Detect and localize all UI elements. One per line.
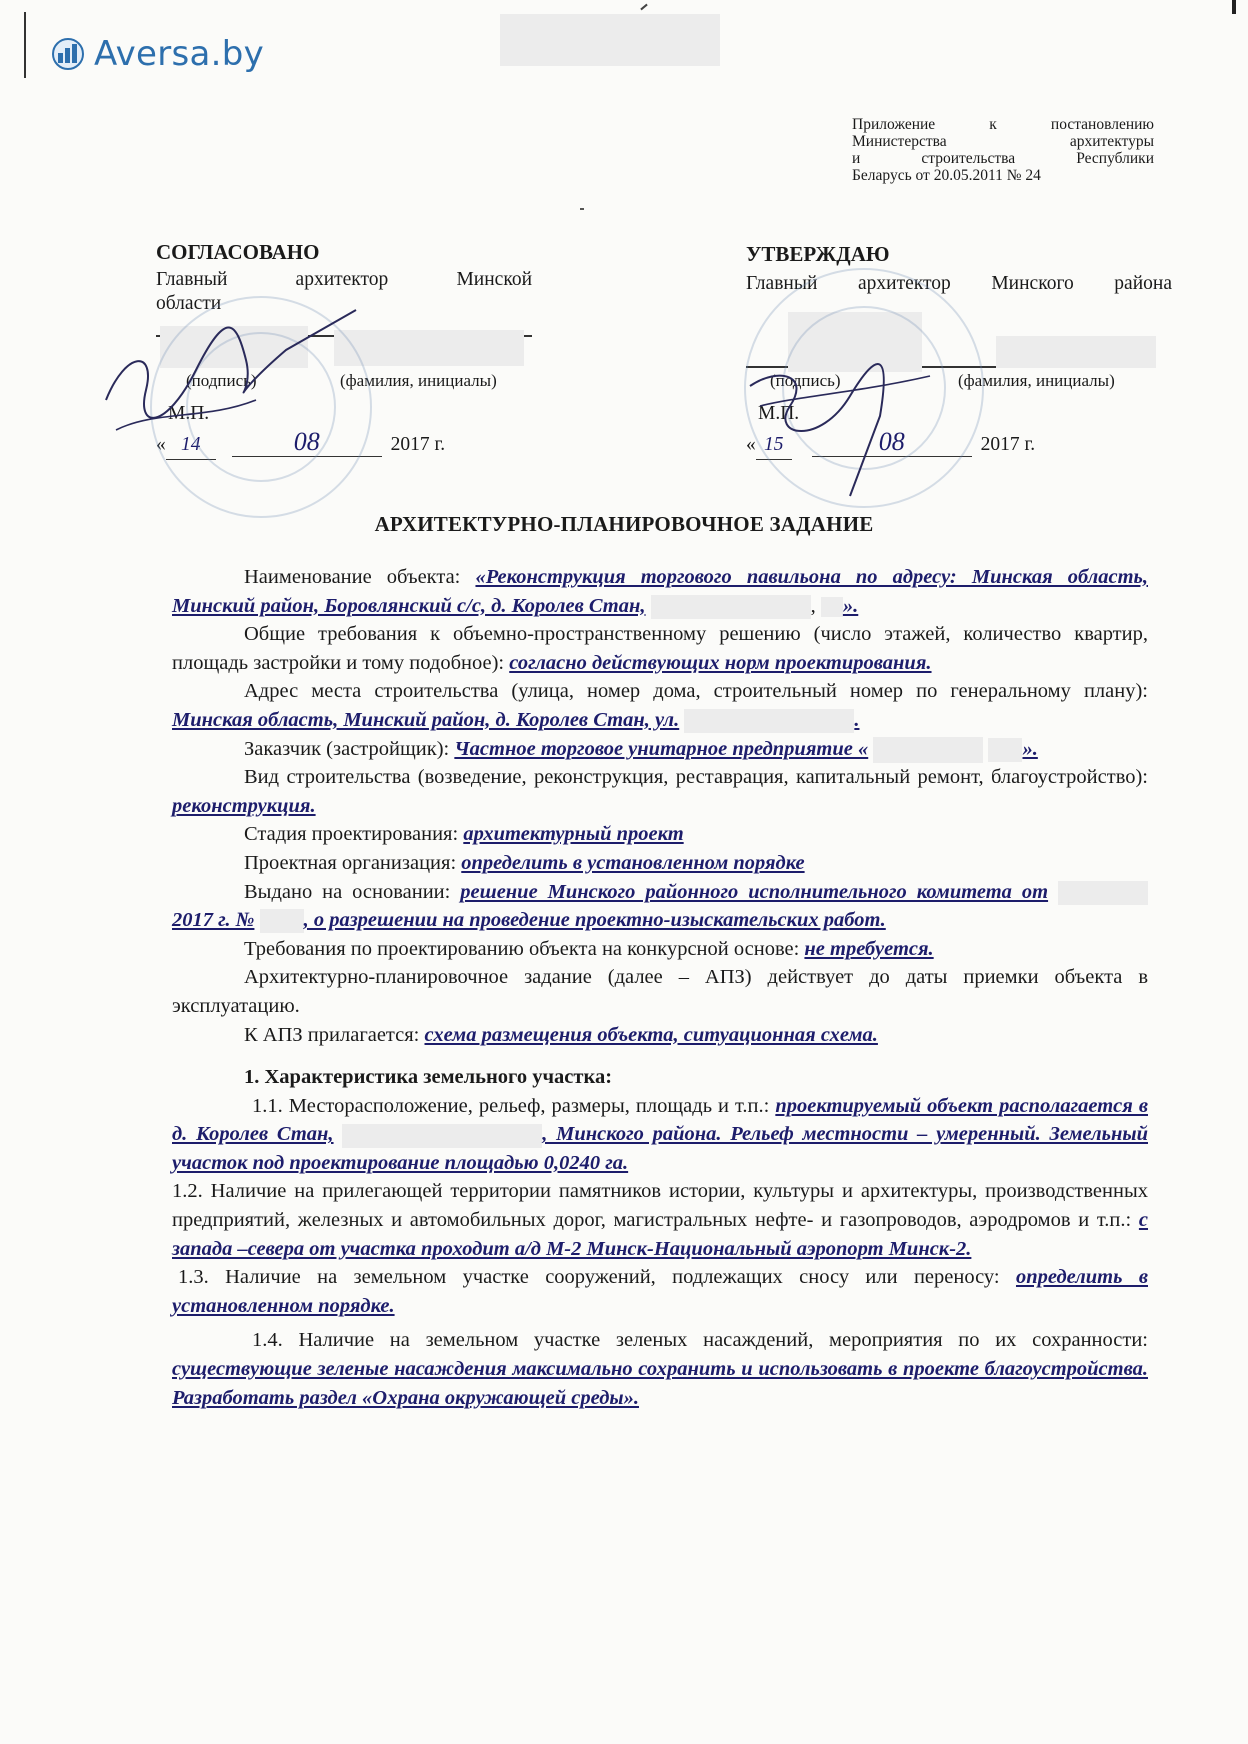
field-construction-type-label: Вид строительства (возведение, реконструкция, реставрация, капитальный ремонт, благоустройство): <box>244 766 1148 789</box>
field-object-value-end: ». <box>842 594 859 617</box>
redacted-inline <box>988 738 1022 762</box>
header-note-line: Приложение к постановлению <box>852 116 1154 133</box>
approval-right-seal: М.П. <box>758 403 800 424</box>
date-quote: « <box>746 434 756 455</box>
approval-right-caption-signature: (подпись) <box>770 371 841 390</box>
section1-item4 <box>172 1326 1148 1412</box>
approval-right-role: Главный архитектор Минского района <box>746 273 1172 294</box>
header-note <box>852 116 1154 184</box>
redacted-inline <box>342 1124 542 1148</box>
document-title: АРХИТЕКТУРНО-ПЛАНИРОВОЧНОЕ ЗАДАНИЕ <box>374 512 874 536</box>
field-basis-value-3: , о разрешении на проведение проектно-изыскательских работ. <box>303 909 886 932</box>
redacted-inline <box>821 597 843 617</box>
field-attachments <box>172 1021 1148 1050</box>
section1-item1 <box>172 1092 1148 1178</box>
signature-right-ink <box>730 296 990 516</box>
section1-item4-value: существующие зеленые насаждения максимально сохранить и использовать в проекте благоустройства. Разработать раздел «Охрана окружающей среды». <box>172 1358 1148 1409</box>
date-year: 2017 г. <box>390 434 446 455</box>
field-basis-value-2: 2017 г. № <box>172 909 255 932</box>
header-note-line: и строительства Республики <box>852 150 1154 167</box>
field-object-label: Наименование объекта: <box>244 566 461 588</box>
approval-left-seal: М.П. <box>168 403 210 424</box>
logo-icon <box>48 38 88 70</box>
redacted-inline <box>873 737 983 763</box>
field-attach-value: схема размещения объекта, ситуационная схема. <box>424 1023 878 1046</box>
field-stage-label: Стадия проектирования: <box>244 823 459 846</box>
header-note-line: Министерства архитектуры <box>852 133 1154 150</box>
redacted-inline <box>651 595 811 619</box>
scan-margin-line <box>24 12 26 78</box>
field-stage <box>172 820 1148 849</box>
field-address-end: . <box>854 708 860 731</box>
field-org-value: определить в установленном порядке <box>461 851 805 874</box>
redacted-inline <box>260 909 304 933</box>
section1-item4-label: 1.4. Наличие на земельном участке зеленых насаждений, мероприятия по их сохранности: <box>252 1329 1148 1352</box>
field-requirements <box>172 620 1148 677</box>
section1-item3 <box>172 1263 1148 1320</box>
field-basis <box>172 878 1148 935</box>
field-basis-value-1: решение Минского районного исполнительного комитета от <box>460 880 1049 903</box>
aversa-logo <box>48 34 264 74</box>
section1-item3-label: 1.3. Наличие на земельном участке сооружений, подлежащих сносу или переносу: <box>178 1266 1000 1289</box>
approval-left-caption-signature: (подпись) <box>186 371 257 390</box>
section1-item1-label: 1.1. Месторасположение, рельеф, размеры, площадь и т.п.: <box>252 1094 770 1117</box>
approval-right-heading: УТВЕРЖДАЮ <box>746 242 890 266</box>
redacted-inline <box>1058 881 1148 905</box>
field-contest <box>172 935 1148 964</box>
field-object-value: «Реконструкция торгового павильона по адресу: Минская область, Минский район, Боровлянский с/с, д. Королев Стан, <box>172 566 1149 617</box>
approval-right-caption-name: (фамилия, инициалы) <box>958 371 1115 390</box>
date-month: 08 <box>232 428 382 457</box>
scan-mark <box>1232 0 1236 14</box>
field-address <box>172 677 1148 734</box>
date-day: 14 <box>166 431 216 460</box>
signature-left-ink <box>96 290 396 460</box>
field-customer-end: ». <box>1022 737 1038 760</box>
field-construction-type <box>172 763 1148 820</box>
approval-left-role-line1: Главный архитектор Минской <box>156 269 532 290</box>
field-attach-label: К АПЗ прилагается: <box>244 1023 420 1046</box>
section1-item1-value-b: , Минского района. Рельеф местности – умеренный. Земельный участок под проектирование площадью 0,0240 га. <box>172 1123 1148 1174</box>
field-validity: Архитектурно-планировочное задание (далее – АПЗ) действует до даты приемки объекта в эксплуатацию. <box>172 966 1148 1017</box>
date-month: 08 <box>812 428 972 457</box>
section1-item1-value-a: проектируемый объект располагается в д. Королев Стан, <box>172 1094 1148 1146</box>
field-org-label: Проектная организация: <box>244 851 457 874</box>
redacted-inline <box>684 709 854 733</box>
field-contest-value: не требуется. <box>804 937 934 960</box>
section1-item2 <box>172 1177 1148 1263</box>
section1-item2-label: 1.2. Наличие на прилегающей территории памятников истории, культуры и архитектуры, производственных предприятий, железных и автомобильных дорог, магистральных нефте- и газопроводов, аэродромов и т.п.: <box>172 1180 1148 1232</box>
header-note-line: Беларусь от 20.05.2011 № 24 <box>852 167 1041 184</box>
field-requirements-value: согласно действующих норм проектирования. <box>509 651 932 674</box>
field-address-value: Минская область, Минский район, д. Королев Стан, ул. <box>172 708 680 731</box>
scan-mark <box>580 208 584 210</box>
date-year: 2017 г. <box>980 434 1036 455</box>
approval-left-caption-name: (фамилия, инициалы) <box>340 371 497 390</box>
field-construction-type-value: реконструкция. <box>172 794 316 817</box>
redacted-name <box>996 336 1156 368</box>
date-day: 15 <box>756 431 792 460</box>
field-object: Наименование объекта: «Реконструкция торгового павильона по адресу: Минская область, Минский район, Боровлянский с/с, д. Королев Стан, , ». <box>172 563 1148 620</box>
field-contest-label: Требования по проектированию объекта на конкурсной основе: <box>244 937 800 960</box>
document-body <box>172 563 1148 1412</box>
field-customer-value: Частное торговое унитарное предприятие « <box>454 737 869 760</box>
field-address-label: Адрес места строительства (улица, номер дома, строительный номер по генеральному плану): <box>244 680 1148 703</box>
scan-mark <box>640 4 647 11</box>
date-quote: « <box>156 434 166 455</box>
field-customer-label: Заказчик (застройщик): <box>244 737 450 760</box>
section1-heading: 1. Характеристика земельного участка: <box>244 1066 613 1089</box>
approval-left-heading: СОГЛАСОВАНО <box>156 240 320 264</box>
redacted-box <box>500 14 720 66</box>
logo-text: Aversa.by <box>94 34 265 74</box>
field-organization <box>172 849 1148 878</box>
section1-item2-value: с запада –севера от участка проходит а/д М-2 Минск-Национальный аэропорт Минск-2. <box>172 1209 1149 1260</box>
approval-left-role-line2: области <box>156 293 222 314</box>
section1-item3-value: определить в установленном порядке. <box>172 1266 1148 1317</box>
field-customer <box>172 735 1148 764</box>
field-stage-value: архитектурный проект <box>463 823 684 846</box>
field-requirements-label: Общие требования к объемно-пространственному решению (число этажей, количество квартир, площадь застройки и тому подобное): <box>172 623 1148 674</box>
field-basis-label: Выдано на основании: <box>244 880 451 903</box>
